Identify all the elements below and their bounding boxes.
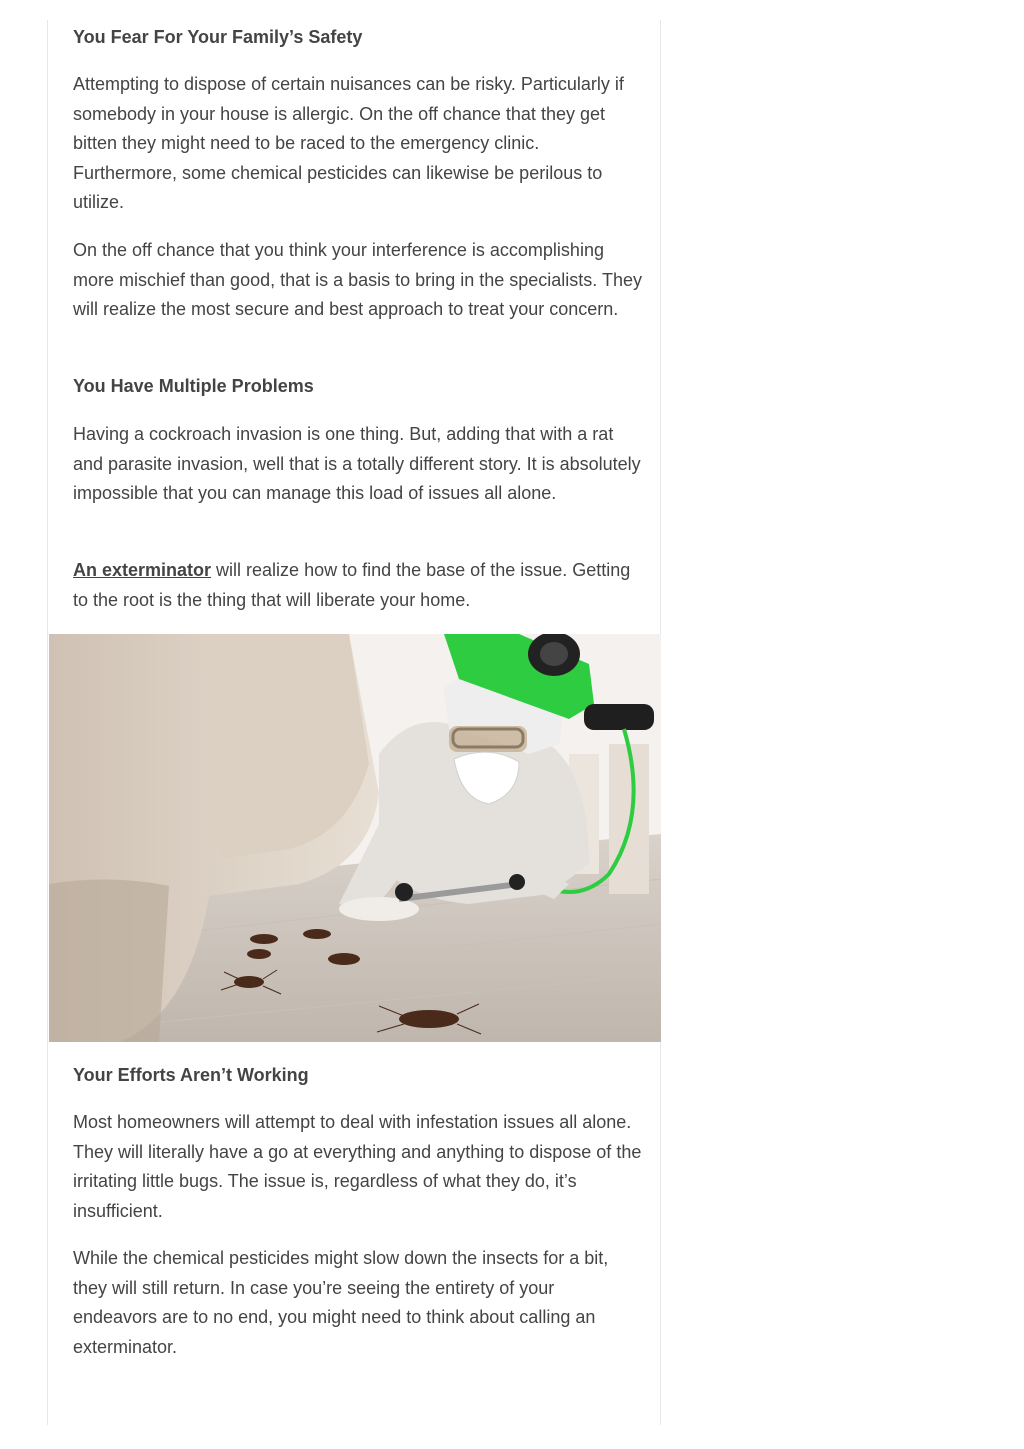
exterminator-paragraph-text: will realize how to find the base of the issue. Getting to the root is the thing that will liberate your home.	[73, 560, 631, 610]
section-heading-family-safety: You Fear For Your Family’s Safety	[73, 27, 363, 47]
section-heading-efforts-not-working: Your Efforts Aren’t Working	[73, 1065, 309, 1085]
paragraph-bring-specialists: On the off chance that you think your interference is accomplishing more mischief than good, that is a basis to bring in the specialists. They will realize the most secure and best approach to treat your concern.	[73, 240, 642, 319]
section-heading-multiple-problems: You Have Multiple Problems	[73, 376, 314, 396]
paragraph-homeowners-attempt: Most homeowners will attempt to deal with infestation issues all alone. They will literally have a go at everything and anything to dispose of the irritating little bugs. The issue is, regardless of what they do, it’s insufficient.	[73, 1112, 642, 1221]
exterminator-link[interactable]: An exterminator	[73, 560, 212, 580]
paragraph-pesticides-return: While the chemical pesticides might slow down the insects for a bit, they will still return. In case you’re seeing the entirety of your endeavors are to no end, you might need to think about calling an exterminator.	[73, 1248, 609, 1357]
paragraph-risky-nuisances: Attempting to dispose of certain nuisances can be risky. Particularly if somebody in your house is allergic. On the off chance that they get bitten they might need to be raced to the emergency clinic. Furthermore, some chemical pesticides can likewise be perilous to utilize.	[73, 74, 624, 212]
paragraph-exterminator-link	[73, 556, 643, 615]
paragraph-cockroach-invasion: Having a cockroach invasion is one thing. But, adding that with a rat and parasite invasion, well that is a totally different story. It is absolutely impossible that you can manage this load of issues all alone.	[73, 424, 641, 503]
article-content	[47, 20, 661, 1425]
exterminator-photo	[49, 634, 661, 1042]
